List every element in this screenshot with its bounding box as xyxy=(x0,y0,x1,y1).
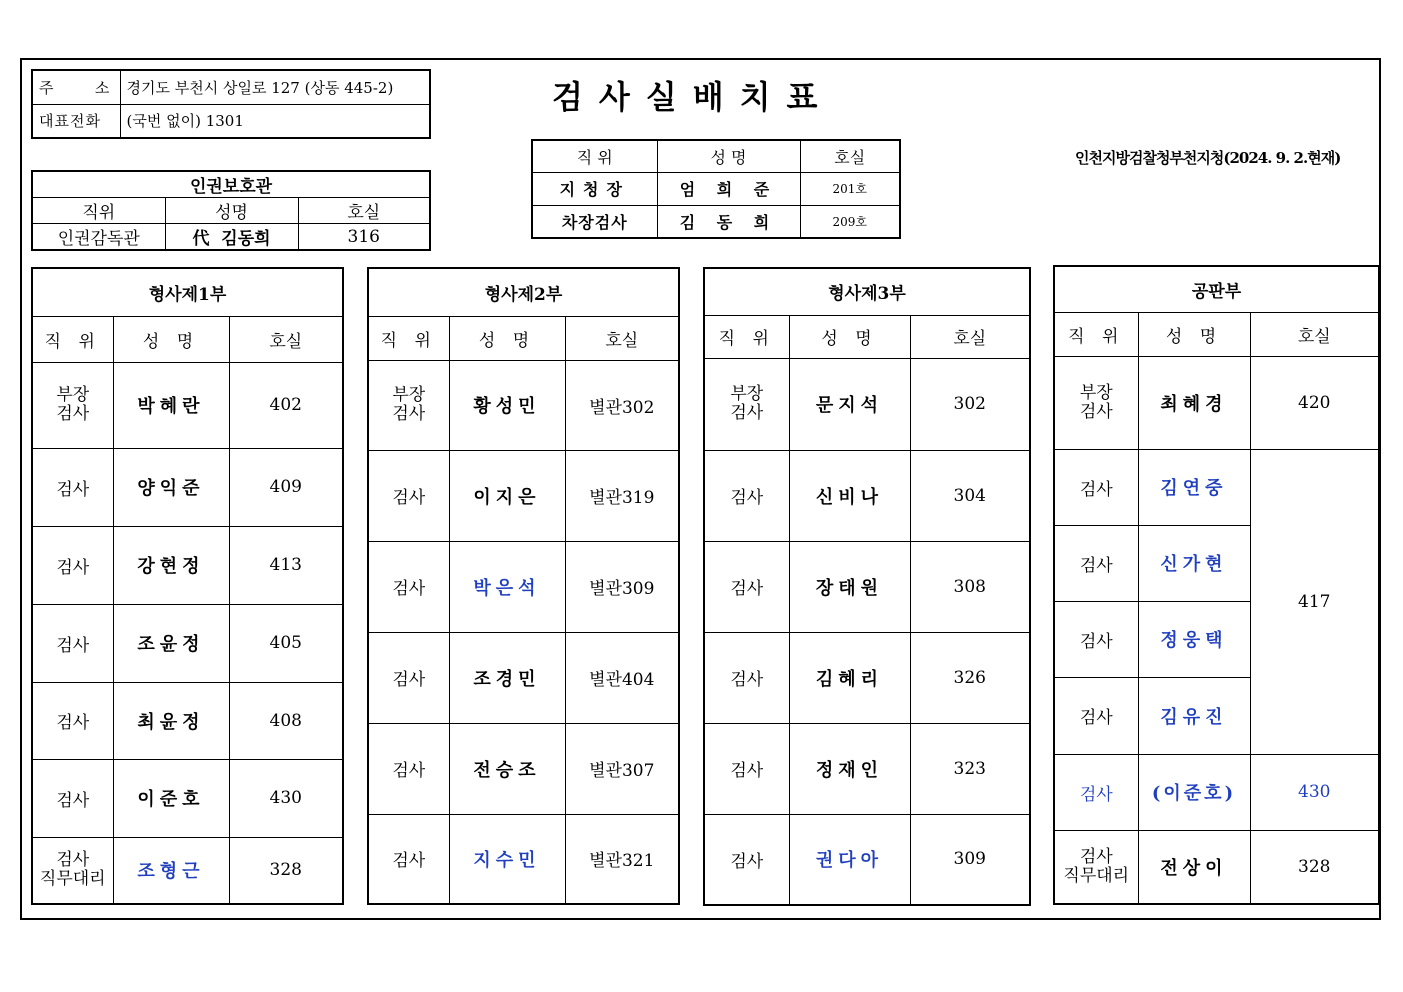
col-header-name: 성 명 xyxy=(113,316,229,362)
table-row xyxy=(1054,449,1379,525)
hr-position: 인권감독관 xyxy=(32,224,165,251)
position-cell: 부장 검사 xyxy=(368,360,449,450)
lead-room: 209호 xyxy=(800,205,900,238)
position-cell: 검사 xyxy=(704,450,789,541)
position-cell: 검사 xyxy=(704,541,789,632)
table-row xyxy=(368,360,679,450)
phone-value: (국번 없이) 1301 xyxy=(120,104,430,138)
room-cell: 408 xyxy=(229,682,343,759)
room-cell: 별관307 xyxy=(565,723,679,814)
lead-name: 김 동 희 xyxy=(657,205,800,238)
room-cell: 별관319 xyxy=(565,450,679,541)
office-date: 인천지방검찰청부천지청(2024. 9. 2.현재) xyxy=(1075,149,1341,167)
human-rights-title: 인권보호관 xyxy=(32,171,430,198)
position-cell: 검사 xyxy=(704,814,789,905)
position-cell: 부장 검사 xyxy=(704,358,789,450)
position-cell: 검사 xyxy=(368,723,449,814)
name-cell: 신비나 xyxy=(789,450,910,541)
hr-header-position: 직위 xyxy=(32,198,165,224)
col-header-name: 성 명 xyxy=(449,316,565,360)
table-row xyxy=(368,450,679,541)
hr-header-room: 호실 xyxy=(298,198,430,224)
name-cell: 김혜리 xyxy=(789,632,910,723)
name-cell: 박은석 xyxy=(449,541,565,632)
table-row xyxy=(704,632,1030,723)
table-row xyxy=(368,814,679,904)
room-cell: 별관404 xyxy=(565,632,679,723)
dept-title: 공판부 xyxy=(1054,266,1379,312)
name-cell: 강현정 xyxy=(113,526,229,604)
address-value: 경기도 부천시 상일로 127 (상동 445-2) xyxy=(120,70,430,104)
table-row xyxy=(32,837,343,904)
room-cell: 309 xyxy=(910,814,1030,905)
dept-2-table xyxy=(367,267,680,905)
lead-name: 엄 희 준 xyxy=(657,172,800,205)
dept-title: 형사제3부 xyxy=(704,268,1030,315)
table-row xyxy=(368,541,679,632)
name-cell: 황성민 xyxy=(449,360,565,450)
name-cell: 최윤정 xyxy=(113,682,229,759)
name-cell: 이준호 xyxy=(113,759,229,837)
position-cell: 검사 xyxy=(32,604,113,682)
room-cell: 별관302 xyxy=(565,360,679,450)
name-cell: 신가현 xyxy=(1138,525,1250,601)
col-header-position: 직 위 xyxy=(32,316,113,362)
human-rights-table xyxy=(31,170,431,251)
name-cell: 이지은 xyxy=(449,450,565,541)
name-cell: 정재인 xyxy=(789,723,910,814)
leadership-table xyxy=(531,139,901,239)
name-cell: (이준호) xyxy=(1138,754,1250,830)
room-cell: 304 xyxy=(910,450,1030,541)
table-row xyxy=(704,723,1030,814)
table-row xyxy=(368,632,679,723)
room-cell: 409 xyxy=(229,448,343,526)
col-header-name: 성 명 xyxy=(1138,312,1250,356)
position-cell: 검사 xyxy=(1054,754,1138,830)
room-cell-shared: 417 xyxy=(1250,449,1379,754)
position-cell: 검사 xyxy=(32,759,113,837)
name-cell: 전상이 xyxy=(1138,830,1250,904)
name-cell: 김유진 xyxy=(1138,677,1250,754)
name-cell: 권다아 xyxy=(789,814,910,905)
position-cell: 검사 xyxy=(32,448,113,526)
col-header-position: 직 위 xyxy=(1054,312,1138,356)
room-cell: 302 xyxy=(910,358,1030,450)
table-row xyxy=(32,604,343,682)
col-header-name: 성 명 xyxy=(789,315,910,358)
dept-3-table xyxy=(703,267,1031,906)
address-table xyxy=(31,69,431,139)
table-row xyxy=(532,205,900,238)
table-row xyxy=(704,814,1030,905)
col-header-position: 직 위 xyxy=(704,315,789,358)
table-row xyxy=(368,723,679,814)
hr-room: 316 xyxy=(298,224,430,251)
table-row xyxy=(32,362,343,448)
dept-4-table xyxy=(1053,265,1380,905)
position-cell: 검사 xyxy=(368,450,449,541)
position-cell: 부장 검사 xyxy=(1054,356,1138,449)
table-row xyxy=(1054,356,1379,449)
position-cell: 검사 xyxy=(1054,449,1138,525)
name-cell: 양익준 xyxy=(113,448,229,526)
position-cell: 검사 xyxy=(1054,677,1138,754)
table-row xyxy=(704,450,1030,541)
position-cell: 검사 xyxy=(32,526,113,604)
name-cell: 문지석 xyxy=(789,358,910,450)
table-row xyxy=(32,526,343,604)
room-cell: 별관309 xyxy=(565,541,679,632)
phone-label: 대표전화 xyxy=(32,104,120,138)
lead-header-name: 성 명 xyxy=(657,140,800,172)
table-row xyxy=(32,759,343,837)
room-cell: 328 xyxy=(1250,830,1379,904)
room-cell: 405 xyxy=(229,604,343,682)
col-header-room: 호실 xyxy=(910,315,1030,358)
room-cell: 430 xyxy=(1250,754,1379,830)
position-cell: 검사 직무대리 xyxy=(1054,830,1138,904)
room-cell: 308 xyxy=(910,541,1030,632)
table-row xyxy=(32,448,343,526)
position-cell: 검사 xyxy=(368,632,449,723)
lead-position: 지청장 xyxy=(532,172,657,205)
col-header-room: 호실 xyxy=(565,316,679,360)
room-cell: 430 xyxy=(229,759,343,837)
name-cell: 최혜경 xyxy=(1138,356,1250,449)
room-cell: 420 xyxy=(1250,356,1379,449)
name-cell: 김연중 xyxy=(1138,449,1250,525)
position-cell: 검사 xyxy=(704,632,789,723)
room-cell: 328 xyxy=(229,837,343,904)
col-header-room: 호실 xyxy=(1250,312,1379,356)
room-cell: 326 xyxy=(910,632,1030,723)
room-cell: 402 xyxy=(229,362,343,448)
name-cell: 조경민 xyxy=(449,632,565,723)
name-cell: 조형근 xyxy=(113,837,229,904)
col-header-room: 호실 xyxy=(229,316,343,362)
lead-header-room: 호실 xyxy=(800,140,900,172)
table-row xyxy=(704,541,1030,632)
position-cell: 검사 xyxy=(368,814,449,904)
dept-1-table xyxy=(31,267,344,905)
table-row xyxy=(704,358,1030,450)
lead-header-position: 직 위 xyxy=(532,140,657,172)
hr-header-name: 성명 xyxy=(165,198,298,224)
address-label: 주 소 xyxy=(32,70,120,104)
name-cell: 지수민 xyxy=(449,814,565,904)
room-cell: 별관321 xyxy=(565,814,679,904)
position-cell: 검사 xyxy=(704,723,789,814)
position-cell: 부장 검사 xyxy=(32,362,113,448)
name-cell: 조윤정 xyxy=(113,604,229,682)
position-cell: 검사 xyxy=(1054,601,1138,677)
room-cell: 323 xyxy=(910,723,1030,814)
col-header-position: 직 위 xyxy=(368,316,449,360)
position-cell: 검사 xyxy=(1054,525,1138,601)
name-cell: 정웅택 xyxy=(1138,601,1250,677)
table-row xyxy=(532,172,900,205)
lead-room: 201호 xyxy=(800,172,900,205)
name-cell: 전승조 xyxy=(449,723,565,814)
hr-name: 代 김동희 xyxy=(165,224,298,251)
dept-title: 형사제2부 xyxy=(368,268,679,316)
table-row xyxy=(1054,754,1379,830)
position-cell: 검사 직무대리 xyxy=(32,837,113,904)
position-cell: 검사 xyxy=(368,541,449,632)
room-cell: 413 xyxy=(229,526,343,604)
lead-position: 차장검사 xyxy=(532,205,657,238)
dept-title: 형사제1부 xyxy=(32,268,343,316)
table-row xyxy=(32,682,343,759)
page-title: 검사실배치표 xyxy=(552,78,834,116)
position-cell: 검사 xyxy=(32,682,113,759)
name-cell: 장태원 xyxy=(789,541,910,632)
name-cell: 박혜란 xyxy=(113,362,229,448)
table-row xyxy=(1054,830,1379,904)
